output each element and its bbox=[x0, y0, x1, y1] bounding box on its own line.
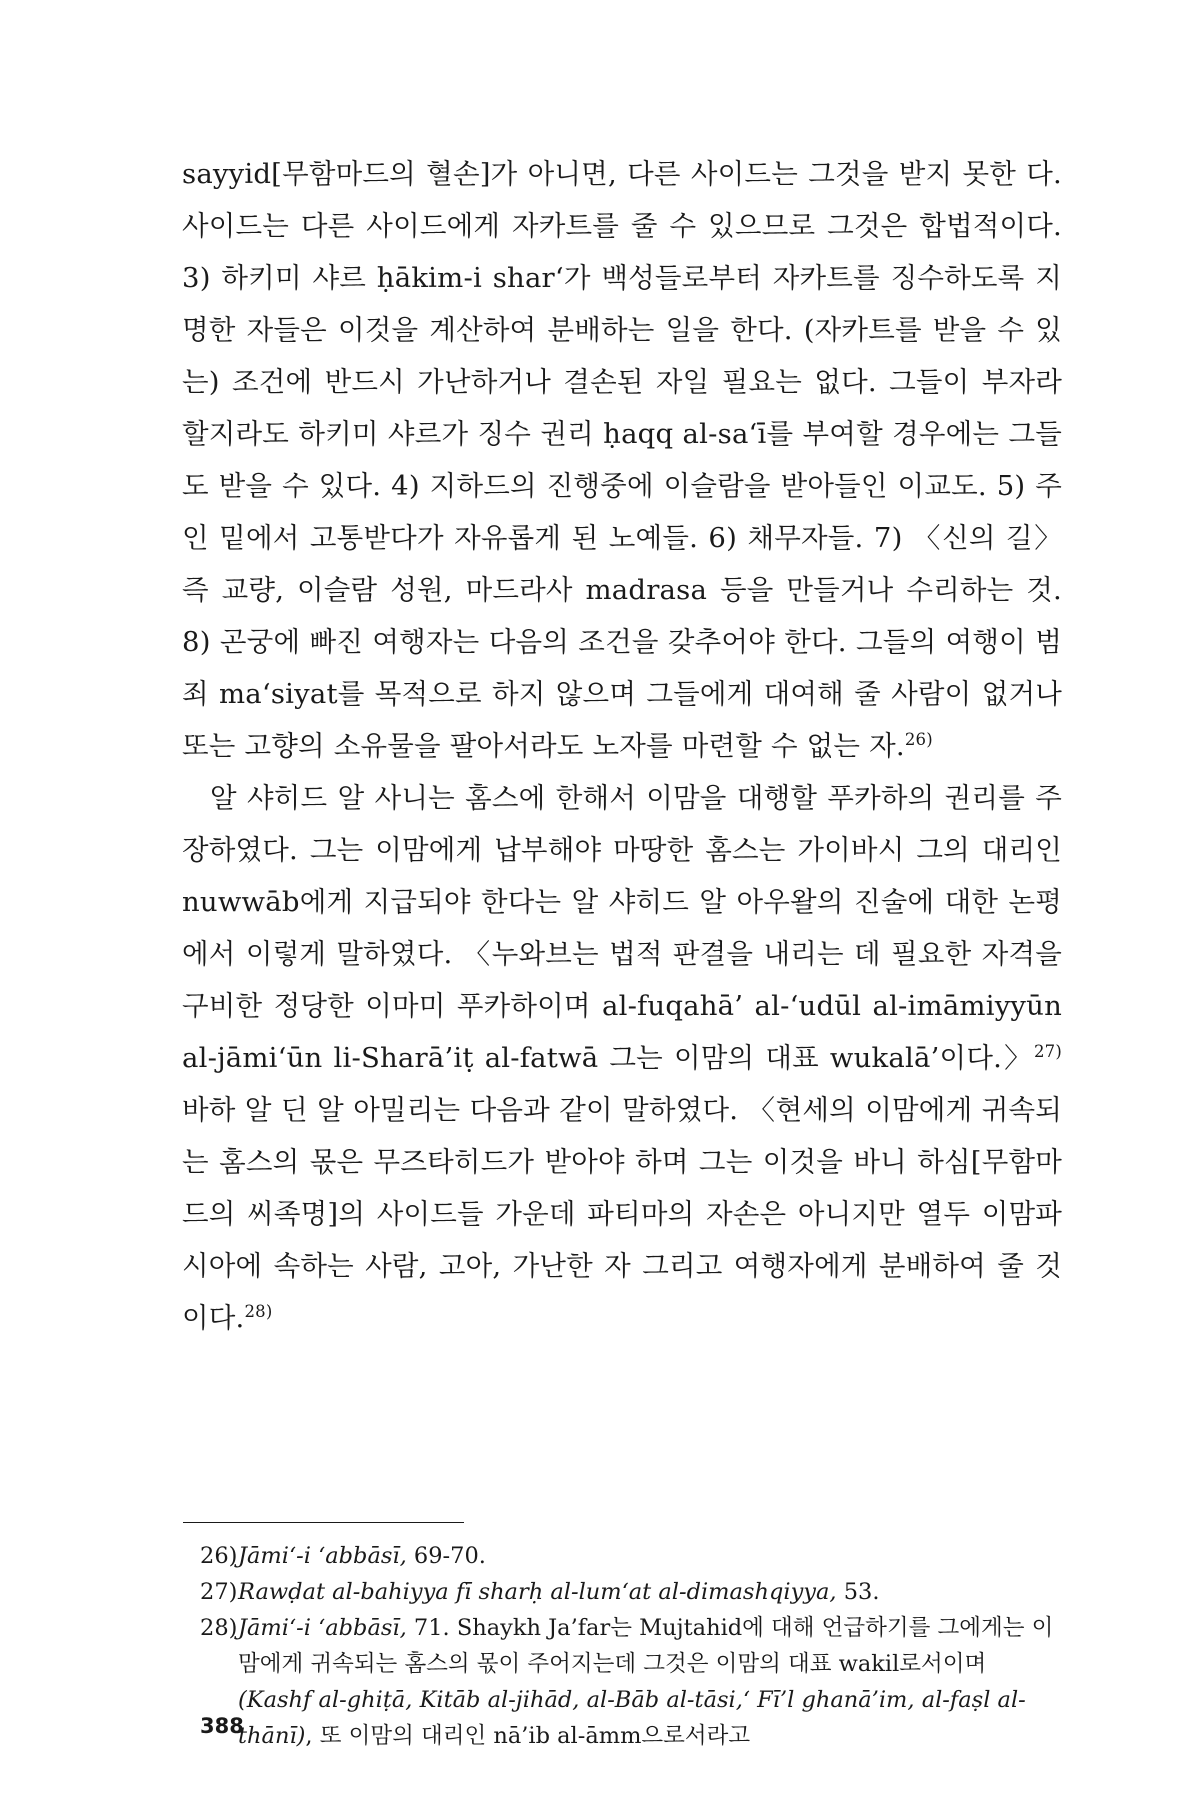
footnote-ref: 26) bbox=[904, 729, 933, 749]
footnote-ref: 27) bbox=[1033, 1041, 1062, 1061]
footnote-text: , 또 이맘의 대리인 nā’ib al-āmm으로서라고 bbox=[305, 1723, 751, 1749]
paragraph-text: sayyid[무함마드의 혈손]가 아니면, 다른 사이드는 그것을 받지 못한 다. 사이드는 다른 사이드에게 자카트를 줄 수 있으므로 그것은 합법적이다. 3) 하키미 샤르 ḥākim-i shar‘가 백성들로부터 자카트를 징수하도록 지명한 자들은 이것을 계산하여 분배하는 일을 한다. (자카트를 받을 수 있는) 조건에 반드시 가난하거나 결손된 자일 필요는 없다. 그들이 부자라 할지라도 하키미 샤르가 징수 권리 ḥaqq al-sa‘ī를 부여할 경우에는 그들도 받을 수 있다. 4) 지하드의 진행중에 이슬람을 받아들인 이교도. 5) 주인 밑에서 고통받다가 자유롭게 된 노예들. 6) 채무자들. 7) 〈신의 길〉 즉 교량, 이슬람 성원, 마드라사 madrasa 등을 만들거나 수리하는 것. 8) 곤궁에 빠진 여행자는 다음의 조건을 갖추어야 한다. 그들의 여행이 범죄 ma‘siyat를 목적으로 하지 않으며 그들에게 대여해 줄 사람이 없거나 또는 고향의 소유물을 팔아서라도 노자를 마련할 수 없는 자. bbox=[182, 158, 1062, 762]
footnote-source: Rawḍat al-bahiyya fī sharḥ al-lum‘at al-dimashqiyya, bbox=[238, 1579, 837, 1605]
footnote-ref: 28) bbox=[244, 1301, 273, 1321]
footnote-text: 69-70. bbox=[406, 1543, 486, 1569]
footnote-number: 28) bbox=[200, 1615, 238, 1641]
footnote-source: Jāmi‘-i ‘abbāsī, bbox=[238, 1615, 407, 1641]
page-number: 388 bbox=[200, 1714, 244, 1738]
footnote-number: 27) bbox=[200, 1579, 238, 1605]
footnote bbox=[200, 1574, 1062, 1610]
main-text bbox=[182, 148, 1062, 1344]
paragraph-text: 알 샤히드 알 사니는 홈스에 한해서 이맘을 대행할 푸카하의 권리를 주장하였다. 그는 이맘에게 납부해야 마땅한 홈스는 가이바시 그의 대리인 nuwwāb에게 지급되야 한다는 알 샤히드 알 아우왈의 진술에 대한 논평에서 이렇게 말하였다. 〈누와브는 법적 판결을 내리는 데 필요한 자격을 구비한 정당한 이마미 푸카하이며 al-fuqahā’ al-‘udūl al-imāmiyyūn al-jāmi‘ūn li-Sharā’iṭ al-fatwā 그는 이맘의 대표 wukalā’이다.〉 bbox=[182, 782, 1062, 1074]
paragraph-text: 바하 알 딘 알 아밀리는 다음과 같이 말하였다. 〈현세의 이맘에게 귀속되는 홈스의 몫은 무즈타히드가 받아야 하며 그는 이것을 바니 하심[무함마드의 씨족명]의 사이드들 가운데 파티마의 자손은 아니지만 열두 이맘파 시아에 속하는 사람, 고아, 가난한 자 그리고 여행자에게 분배하여 줄 것이다. bbox=[182, 1094, 1062, 1334]
footnote-source: (Kashf al-ghiṭā, Kitāb al-jihād, al-Bāb al-tāsi,‘ Fī’l ghanā’im, al-faṣl al-thānī) bbox=[238, 1687, 1026, 1749]
footnote bbox=[200, 1610, 1062, 1754]
footnote-divider bbox=[183, 1522, 464, 1523]
footnote-source: Jāmi‘-i ‘abbāsī, bbox=[238, 1543, 407, 1569]
paragraph bbox=[182, 148, 1062, 772]
footnote-text: 71. Shaykh Ja’far는 Mujtahid에 대해 언급하기를 그에게는 이맘에게 귀속되는 홈스의 몫이 주어지는데 그것은 이맘의 대표 wakil로서이며 bbox=[238, 1615, 1054, 1677]
footnote-number: 26) bbox=[200, 1543, 238, 1569]
footnotes bbox=[200, 1538, 1062, 1754]
footnote bbox=[200, 1538, 1062, 1574]
footnote-text: 53. bbox=[836, 1579, 880, 1605]
paragraph bbox=[182, 772, 1062, 1344]
